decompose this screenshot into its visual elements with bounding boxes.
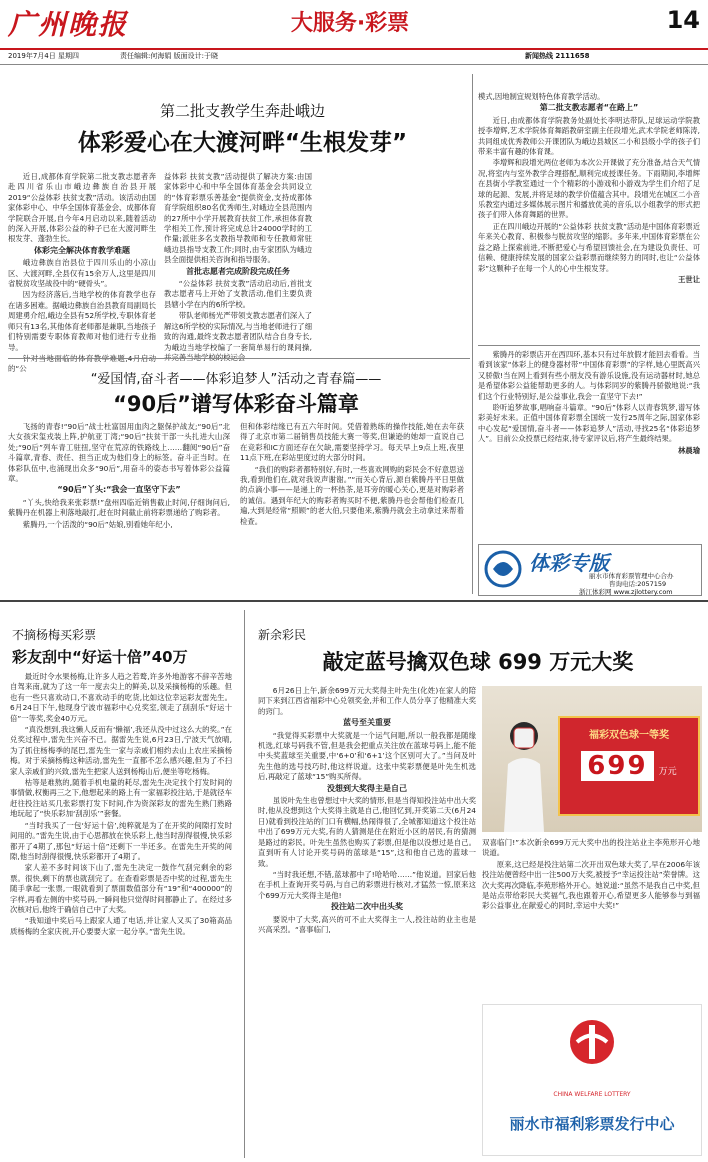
- editor-credits: 责任编辑:何海娟 版面设计:于晓: [120, 52, 218, 60]
- paragraph: “我们的购彩者都特别好,有时,一些喜欢网购的彩民会不好意思送我,看到他们在,就对我说声谢谢。”“而关心背后,源自紫腾丹平日里做的点滴小事——是递上的一杯热茶,是耳旁的暖心关心,更是对购彩者的诚信。遇到年纪大的购彩者购买时不便,紫腾丹也会帮他们检查几遍,大到是经常“照顾”的老大伯,只要他来,紫腾丹就会主动拿过来帮着检查。: [240, 464, 464, 526]
- sports-lottery-ad: [478, 544, 702, 596]
- sports-lottery-logo-icon: [483, 549, 523, 589]
- article-2-col-2: [240, 422, 464, 594]
- prize-amount-number: 699: [581, 751, 653, 781]
- byline: 王世让: [678, 274, 700, 284]
- divider: [478, 345, 700, 346]
- masthead-logo: [8, 4, 138, 46]
- sports-ad-org: 丽水市体育彩票管理中心合办: [589, 572, 674, 580]
- article-1-col-1: [8, 172, 156, 374]
- article-1-col-4: [478, 92, 700, 358]
- article-2-col-1: [8, 422, 230, 594]
- subheading: 没想到大奖得主是自己: [327, 783, 407, 793]
- subheading: 蓝号至关重要: [343, 718, 391, 728]
- paragraph: 虽说叶先生也曾想过中大奖的情形,但是当得知投注站中出大奖时,他从没想到这个大奖得主就是自己,他回忆到,开奖第二天(6月24日)就看到投注站的门口有横幅,热闹得很了,全城都知道这个投注站中出了699万元大奖,有的人猜测是住在附近小区的居民,有的猜测是路过的彩民。叶先生虽然也购买了彩票,但是他以没想过是自己。直到听有人讨论开奖号码的蓝球是“15”,这和他自己选的蓝球一致。: [258, 796, 476, 868]
- paragraph: 6月26日上午,新余699万元大奖得主叶先生(化姓)在家人的陪同下来到江西省福彩中心兑领奖金,并和工作人员分享了他精准大奖的窍门。: [258, 686, 476, 716]
- subheading: 第二批支教志愿者“在路上”: [539, 103, 639, 113]
- sports-ad-title: 体彩专版: [529, 551, 609, 575]
- prize-board-heading: 福彩双色球一等奖: [589, 730, 669, 741]
- news-hotline: 新闻热线 2111658: [525, 52, 590, 60]
- article-1: [0, 64, 708, 374]
- divider: [8, 358, 470, 359]
- section-divider: [0, 600, 708, 602]
- paragraph: 峨边彝族自治县位于四川乐山的小凉山区、大渡河畔,全县仅有15余万人,这里是四川省脱贫攻坚战役中的“硬骨头”。: [8, 258, 156, 289]
- paragraph: 紫腾丹的彩票店开在西四环,基本只有过年放假才能回去看看。当看到该家“体彩上的健身器材带”中国体育彩票”的字样,她心里既高兴又骄傲!当在网上看到有些小朋友没有游乐设施,没有运动器材时,她总是希望体彩公益能帮助更多的人。与体彩同岁的紫腾丹骄傲地说:“我们这个行业特别好,是公益事业,我会一直坚守下去!”: [478, 350, 700, 401]
- paragraph: 带队老师杨光严带领支教志愿者们深入了解这6所学校的实际情况,与当地老师进行了细致的沟通,最终支教志愿者团队结合自身专长,为峨边当地学校编了一套简单易行的课间操,: [164, 311, 312, 352]
- welfare-name-en: CHINA WELFARE LOTTERY: [553, 1091, 631, 1098]
- paragraph: 双喜临门!”本次新余699万元大奖中出的投注站业主李苑形开心地说道。: [482, 838, 700, 858]
- paragraph: “我知道中奖后马上跟家人通了电话,并让家人又买了30箱高品质杨梅的全家庆祝,开心要要大家一起分享。”雷先生说。: [10, 916, 232, 936]
- sports-ad-website: 浙江体彩网 www.zjlottery.com: [579, 588, 673, 596]
- paragraph: “丫头,快给我来张彩票!”盘州四临近销售截止时间,仔细询问后,紫腾丹在机器上利落地敲打,赶在时间截止前将彩票递给了购彩者。: [8, 497, 230, 518]
- paragraph: 飞扬的青春!“90后”战士杜富国用血肉之躯保护战友;“90后”北大女孩宋玺戎装上阵,护航亚丁湾;“90后”扶贫干部一头扎进大山深处;“90后”列车青工驻扭,坚守在荒凉的铁路线上……翻阅“90后”奋斗篇章,青春、责任、担当正成为他们身上的标签。奋斗正当时。在体彩队伍中,也涌现出众多“90后”,用奋斗的姿态书写着体彩公益篇章。: [8, 422, 230, 484]
- article-2: [0, 362, 472, 594]
- article-4-col-1: [258, 686, 476, 1158]
- masthead-logo-text: 广州晚报: [8, 8, 129, 41]
- paragraph: 模式,因地制宜规划特色体育教学活动。: [478, 92, 605, 101]
- article-1-kicker: 第二批支教学生奔赴峨边: [159, 102, 325, 120]
- paragraph: “真没想到,我这懒人反而有‘懒福’,我还从没中过这么大的奖。”在兑奖过程中,雷先生兴奋不已。据雷先生说,6月23日,宁波天气放晴,为了抓住杨梅季的尾巴,雷先生一家与亲戚们相约去山上农庄采摘杨梅。对于采摘杨梅这种活动,雷先生一直都不怎么感兴趣,但为了不扫家人亲戚们的兴致,雷先生把家人送到杨梅山后,便坐等吃杨梅。: [10, 725, 232, 776]
- prize-board: [558, 716, 700, 816]
- article-1-col-2: [164, 172, 312, 357]
- paragraph: 但和体彩结缘已有五六年时间。凭借着熟练的操作技能,她在去年获得了北京市第二届销售员技能大赛一等奖,但谦逊的她却一直说自己在竞彩和IC方面还存在欠缺,需要坚持学习。每天早上9点上班,夜里11点下班,在彩站里度过的大部分时间。: [240, 422, 464, 463]
- section-title-text: 大服务·彩票: [290, 11, 410, 36]
- article-3-body: [10, 672, 232, 1158]
- subheading: 首批志愿者完成阶段完成任务: [186, 266, 290, 276]
- welfare-name: 中国福利彩票: [562, 1079, 622, 1090]
- welfare-lottery-logo-icon: [567, 1017, 617, 1067]
- paragraph: 最近时令水果杨梅,让许多人趋之若鹜,许多外地游客不辞辛苦地自驾来南,就为了这一年一度去尖上的鲜美,以及采摘杨梅的乐趣。但也有一些只喜欢动口,不喜欢动手的吃货,比如这位幸运彩友雷先生。6月24日下午,他现身宁波市福彩中心兑奖室,领走了刮刮乐“好运十倍”一等奖,奖金40万元。: [10, 672, 232, 723]
- article-4-col-2: [482, 838, 700, 998]
- section-title: [230, 6, 470, 42]
- paragraph: 李增辉和段增光两位老师为本次公开课做了充分准备,结合天气情况,将室内与室外教学合理搭配,顺利完成授课任务。下雨期间,李增辉在县街小学教室通过一个个精彩的小游戏和小游戏为学生们介绍了足球的起源、发展,并将足球的教学价值蕴含其中。段增光在城区二小音乐教室内通过多媒体展示图片和播放优美的音乐,以小组教学的形式把孩子们带入体育舞蹈的世界。: [478, 158, 700, 220]
- paragraph: 要说中了大奖,高兴的可不止大奖得主一人,投注站的业主也是兴高采烈。“喜事临门,: [258, 914, 476, 934]
- issue-date: 2019年7月4日 星期四: [8, 52, 79, 60]
- article-3: [0, 606, 240, 1162]
- paragraph: 正在四川峨边开展的“公益体彩 扶贫支教”活动是中国体育彩票近年来关心教育、积极参与脱贫攻坚的缩影。多年来,中国体育彩票在公益之路上探索前进,不断把爱心与希望回馈社会,在为建设负责任、可信赖、健康持续发展的国家公益彩票而继续努力的同时,也让“公益体彩”这颗种子在每一个人的心中生根发芽。: [478, 221, 700, 273]
- article-4: [248, 606, 708, 1162]
- paragraph: 原来,这已经是投注站第二次开出双色球大奖了,早在2006年该投注站便曾经中出一注500万大奖,被授予“幸运投注站”荣誉牌。这次大奖再次降临,李苑形格外开心。她说道:“虽然不是我自己中奖,但是站点带给彩民大奖福气,我也跟着开心,希望更多人能够参与到福彩公益事业,在献爱心的同时,幸运中大奖!”: [482, 859, 700, 911]
- paragraph: 家人差不多时间该下山了,雷先生决定一鼓作气刮完剩余的彩票。很快,剩下的票也就刮完了。在查看彩票是否中奖的过程,雷先生随手拿起一张票,一眼就看到了票面数值部分有“19”和“400000”的字样,再看左侧的中奖号码,一瞬间他只觉得时间都静止了。在经过多次核对后,他终于确信自己中了大奖。: [10, 863, 232, 914]
- article-2-col-3: [478, 350, 700, 542]
- paragraph: 紫腾丹,一个活泼的“90后”姑娘,别看她年纪小,: [22, 519, 173, 529]
- paragraph: “我觉得买彩票中大奖就是一个运气问题,所以一般我都是随缘机选,红球号码我不管,但是我会把重点关注放在蓝球号码上,能不能中头奖蓝球至关重要,中‘6+0’和‘6+1’这个区别可大了。”当问及叶先生他的选号技巧时,他这样说道。这张中奖彩票便是叶先生机选后,再敲定了蓝球“15”购买所得。: [258, 730, 476, 782]
- article-3-category: 不摘杨梅买彩票: [12, 628, 97, 642]
- paragraph: “当时我还想,不错,蓝球都中了!哈哈哈……”他说道。回家后他在手机上查询开奖号码,与自己的彩票进行核对,才猛然一惊,原来这个699万元大奖得主是他!: [258, 869, 476, 900]
- page-number-text: 14: [666, 6, 700, 34]
- article-2-title: “90后”谱写体彩奋斗篇章: [113, 392, 359, 416]
- header-meta-line: [0, 48, 708, 65]
- paragraph: 因为经济落后,当地学校的体育教学也存在诸多困难。据峨边彝族自治县教育局副局长周建勇介绍,峨边全县有52所学校,专职体育老师只有13名,其他体育老师都是兼职,当地孩子们特别需要专职体育教师对他们进行专业指导。: [8, 290, 156, 352]
- byline: 林晨瑜: [678, 445, 700, 455]
- prize-amount: [560, 751, 698, 781]
- welfare-lottery-ad: [482, 1004, 702, 1156]
- paragraph: 聆听追梦故事,唱响奋斗篇章。“90后”体彩人以青春筑梦,谱写体彩美好未来。正值中国体育彩票全国统一发行25周年之际,国家体彩中心发起“爱国情,奋斗者——体彩追梦人”活动,寻找25名“体彩追梦人”。目前公众投票已经结束,待专家评议后,将产生最终结果。: [478, 403, 700, 444]
- article-2-kicker: “爱国情,奋斗者——体彩追梦人”活动之青春篇——: [90, 372, 382, 387]
- page-number: [650, 6, 700, 34]
- paragraph: “当时我买了一包‘好运十倍’,纯粹就是为了在开奖的间隙打发时间用的。”雷先生说,由于心思都放在快乐彩上,他当时刮得很慢,快乐彩都开了4期了,那包“好运十倍”还剩下一半还多。在雷先生开奖的间隙,他当时刮得很慢,快乐彩都开了4期了。: [10, 820, 232, 861]
- subheading: 体彩完全解决体育教学难题: [34, 245, 130, 255]
- article-1-col-3: [320, 172, 468, 357]
- paragraph: 益体彩 扶贫支教”活动提供了解决方案:由国家体彩中心和中华全国体育基金会共同设立的“体育彩票乐善基金”提供资金,支持成都体育学院组织80名优秀师生,对峨边全县范围内的27所中小学开展教育扶贫工作,承担体育教学相关工作,预计将完成总计24000学时的工作量;派驻多名支教指导教师和专任教师常驻峨边县指导支教工作;同时,由专家团队为峨边县全面提供相关咨询和指导服务。: [164, 172, 312, 265]
- winner-photo: [482, 686, 702, 832]
- subheading: “90后”丫头:“我会一直坚守下去”: [57, 485, 181, 495]
- paragraph: “公益体彩 扶贫支教”活动启动后,首批支教志愿者马上开始了支教活动,他们主要负责县辖小学在内的6所学校。: [164, 279, 312, 309]
- subheading: 投注站二次中出头奖: [331, 902, 403, 912]
- person-figure: [496, 714, 552, 832]
- divider: [244, 610, 245, 1158]
- paragraph: 枯等是难熬的,随着手机电量的耗尽,雷先生决定找个打发时间的事情做,权衡再三之下,他想起来的路上有一家福彩投注站,于是就径车赶往投注站买几张彩票打发下时间,作为资深彩友的雷先生熟门熟路地玩起了“快乐彩加‘刮刮乐’”套餐。: [10, 778, 232, 819]
- sports-ad-phone: 咨询电话:2057159: [609, 580, 667, 588]
- paragraph: 近日,成都体育学院第二批支教志愿者奔赴四川省乐山市峨边彝族自治县开展2019“公益体彩 扶贫支教”活动。该活动由国家体彩中心、中华全国体育基金会、成都体育学院联合开展,自今年4月启动以来,随着活动的深入开展,体彩公益的种子已在大渡河畔生根发芽、蓬勃生长。: [8, 172, 156, 244]
- article-3-title: 彩友刮中“好运十倍”40万: [12, 648, 188, 666]
- paragraph: 的“公: [8, 364, 27, 374]
- article-1-title: 体彩爱心在大渡河畔“生根发芽”: [77, 130, 408, 156]
- article-4-category: 新余彩民: [258, 628, 307, 642]
- divider: [472, 74, 473, 594]
- prize-amount-unit: 万元: [658, 767, 677, 777]
- welfare-center: 丽水市福利彩票发行中心: [509, 1115, 675, 1133]
- article-4-title: 敲定蓝号擒双色球 699 万元大奖: [322, 650, 634, 674]
- paragraph: 近日,由成都体育学院教务处副处长李明达带队,足球运动学院教授李增辉,艺术学院体育舞蹈教研室副主任段增光,武术学院老师陈涛,共同组成优秀教师公开课团队为峨边县城区二小和县级小学的孩子们带来丰富有趣的体育课。: [478, 115, 700, 157]
